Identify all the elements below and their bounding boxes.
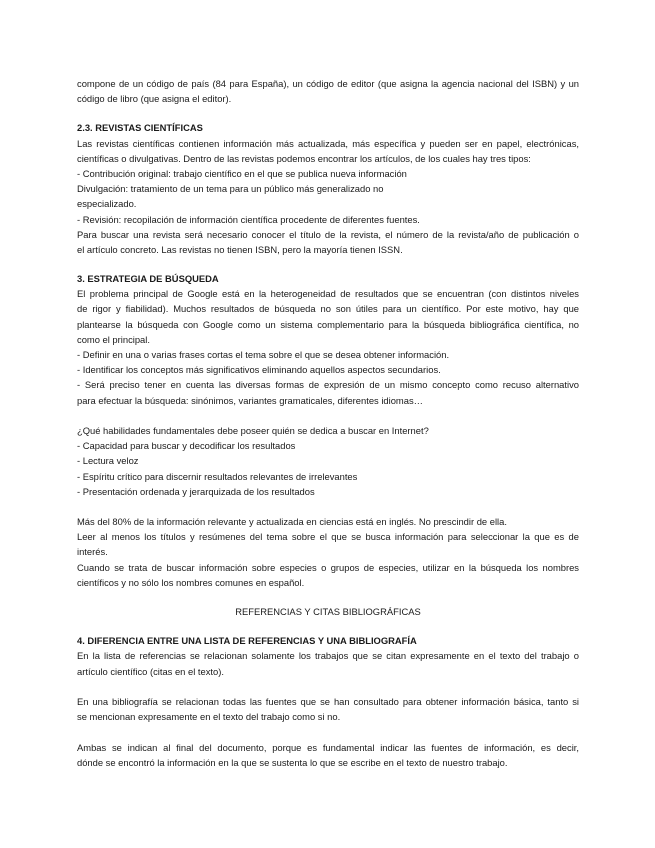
paragraph-line: como el principal.: [77, 333, 150, 345]
paragraph-line: el artículo concreto. Las revistas no tienen ISBN, pero la mayoría tienen ISSN.: [77, 243, 403, 255]
list-item: - Espíritu crítico para discernir resultados relevantes de irrelevantes: [77, 470, 358, 482]
section-heading-diferencia: 4. DIFERENCIA ENTRE UNA LISTA DE REFERENCIAS Y UNA BIBLIOGRAFÍA: [77, 635, 417, 647]
paragraph-line: interés.: [77, 546, 108, 558]
paragraph-line: de rigor y fiabilidad). Muchos resultados de búsqueda no son útiles para un científico. Por este motivo, hay que: [77, 303, 579, 315]
paragraph-line: científicos y no sólo los nombres comunes en español.: [77, 576, 305, 588]
list-item: - Identificar los conceptos más significativos eliminando aquellos aspectos secundarios.: [77, 364, 441, 376]
list-item: - Definir en una o varias frases cortas el tema sobre el que se desea obtener información.: [77, 349, 450, 360]
paragraph-line: Cuando se trata de buscar información sobre especies o grupos de especies, utilizar en la búsqueda los nombres: [77, 561, 579, 573]
paragraph-line: Leer al menos los títulos y resúmenes del tema sobre el que se busca información para seleccionar la que es de: [77, 531, 579, 543]
section-title-referencias: REFERENCIAS Y CITAS BIBLIOGRÁFICAS: [235, 606, 421, 617]
intro-line: compone de un código de país (84 para España), un código de editor (que asigna la agencia nacional del ISBN) y un: [77, 78, 579, 89]
paragraph-line: plantearse la búsqueda con Google como un sistema complementario para la búsqueda bibliográfica científica, no: [77, 318, 579, 330]
section-heading-estrategia: 3. ESTRATEGIA DE BÚSQUEDA: [77, 273, 219, 285]
paragraph-line: El problema principal de Google está en la heterogeneidad de resultados que se encuentran (con distintos niveles: [77, 288, 579, 300]
list-item: Divulgación: tratamiento de un tema para un público más generalizado no: [77, 183, 384, 195]
list-item: - Capacidad para buscar y decodificar los resultados: [77, 440, 296, 452]
list-item: especializado.: [77, 198, 137, 210]
paragraph-line: científicas o divulgativas. Dentro de las revistas podemos encontrar los artículos, de los cuales hay tres tipos:: [77, 152, 531, 164]
list-item: - Será preciso tener en cuenta las diversas formas de expresión de un mismo concepto como recuso alternativo: [77, 379, 579, 391]
paragraph-line: Ambas se indican al final del documento, porque es fundamental indicar las fuentes de información, es decir,: [77, 741, 579, 753]
paragraph-line: Más del 80% de la información relevante y actualizada en ciencias está en inglés. No prescindir de ella.: [77, 516, 507, 528]
intro-line: código de libro (que asigna el editor).: [77, 93, 232, 105]
list-item: - Lectura veloz: [77, 455, 139, 467]
paragraph-line: Las revistas científicas contienen información más actualizada, más específica y pueden ser en papel, electrónicas,: [77, 137, 579, 149]
paragraph-line: se mencionan expresamente en el texto del trabajo como si no.: [77, 711, 341, 723]
section-heading-revistas: 2.3. REVISTAS CIENTÍFICAS: [77, 122, 203, 134]
paragraph-line: artículo científico (citas en el texto).: [77, 665, 224, 677]
list-item: - Contribución original: trabajo científico en el que se publica nueva información: [77, 167, 407, 179]
list-item: - Presentación ordenada y jerarquizada de los resultados: [77, 485, 315, 497]
list-item: para efectuar la búsqueda: sinónimos, variantes gramaticales, diferentes idiomas…: [77, 394, 424, 406]
list-item: - Revisión: recopilación de información científica procedente de diferentes fuentes.: [77, 213, 420, 225]
question-line: ¿Qué habilidades fundamentales debe poseer quién se dedica a buscar en Internet?: [77, 424, 429, 436]
paragraph-line: En la lista de referencias se relacionan solamente los trabajos que se citan expresamente en el texto del trabajo o: [77, 650, 579, 662]
paragraph-line: Para buscar una revista será necesario conocer el título de la revista, el número de la revista/año de publicación o: [77, 228, 579, 240]
document-page: [77, 76, 579, 770]
paragraph-line: dónde se encontró la información en la que se sustenta lo que se escribe en el texto de nuestro trabajo.: [77, 756, 508, 768]
paragraph-line: En una bibliografía se relacionan todas las fuentes que se han consultado para obtener información básica, tanto si: [77, 695, 579, 707]
